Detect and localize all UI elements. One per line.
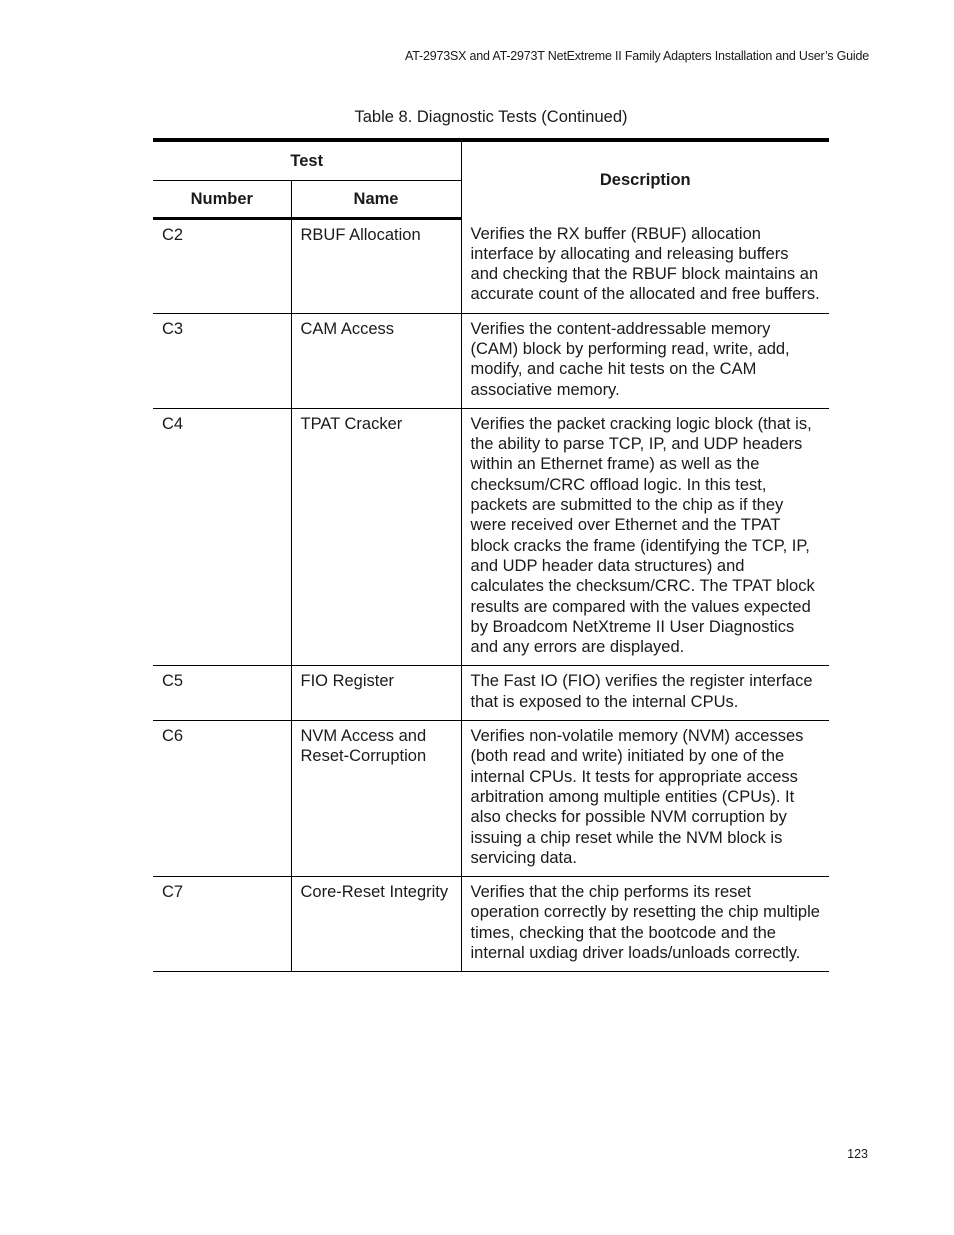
table-row [153, 666, 829, 721]
header-name: Name [291, 181, 461, 219]
test-description: Verifies that the chip performs its reset operation correctly by resetting the chip multiple times, checking that the bootcode and the internal uxdiag driver loads/unloads correctly. [461, 877, 829, 972]
header-number: Number [153, 181, 291, 219]
page-number: 123 [847, 1147, 868, 1161]
table-row [153, 313, 829, 408]
test-name: Core-Reset Integrity [291, 877, 461, 972]
test-name: NVM Access and Reset-Corruption [291, 721, 461, 877]
test-name: CAM Access [291, 313, 461, 408]
test-number: C5 [153, 666, 291, 721]
table-caption: Table 8. Diagnostic Tests (Continued) [354, 108, 628, 126]
test-description: Verifies the packet cracking logic block (that is, the ability to parse TCP, IP, and UDP headers within an Ethernet frame) as well as the checksum/CRC offload logic. In this test, packets are submitted to the chip as if they were received over Ethernet and the TPAT block cracks the frame (identifying the TCP, IP, and UDP header data structures) and calculates the checksum/CRC. The TPAT block results are compared with the values expected by Broadcom NetXtreme II User Diagnostics and any errors are displayed. [461, 408, 829, 666]
diagnostic-tests-table [153, 138, 829, 972]
test-name: TPAT Cracker [291, 408, 461, 666]
test-description: Verifies the RX buffer (RBUF) allocation interface by allocating and releasing buffers and checking that the RBUF block maintains an accurate count of the allocated and free buffers. [461, 219, 829, 314]
test-number: C6 [153, 721, 291, 877]
test-description: Verifies non-volatile memory (NVM) accesses (both read and write) initiated by one of the internal CPUs. It tests for appropriate access arbitration among multiple entities (CPUs). It also checks for possible NVM corruption by issuing a chip reset while the NVM block is servicing data. [461, 721, 829, 877]
running-header: AT-2973SX and AT-2973T NetExtreme II Family Adapters Installation and User’s Guide [405, 49, 869, 63]
table-row [153, 721, 829, 877]
table-row [153, 877, 829, 972]
header-test: Test [153, 140, 461, 181]
header-description: Description [461, 140, 829, 219]
test-number: C4 [153, 408, 291, 666]
test-name: FIO Register [291, 666, 461, 721]
test-number: C3 [153, 313, 291, 408]
test-number: C7 [153, 877, 291, 972]
test-name: RBUF Allocation [291, 219, 461, 314]
table-row [153, 408, 829, 666]
test-description: Verifies the content-addressable memory (CAM) block by performing read, write, add, modify, and cache hit tests on the CAM associative memory. [461, 313, 829, 408]
test-description: The Fast IO (FIO) verifies the register interface that is exposed to the internal CPUs. [461, 666, 829, 721]
test-number: C2 [153, 219, 291, 314]
table-row [153, 219, 829, 314]
